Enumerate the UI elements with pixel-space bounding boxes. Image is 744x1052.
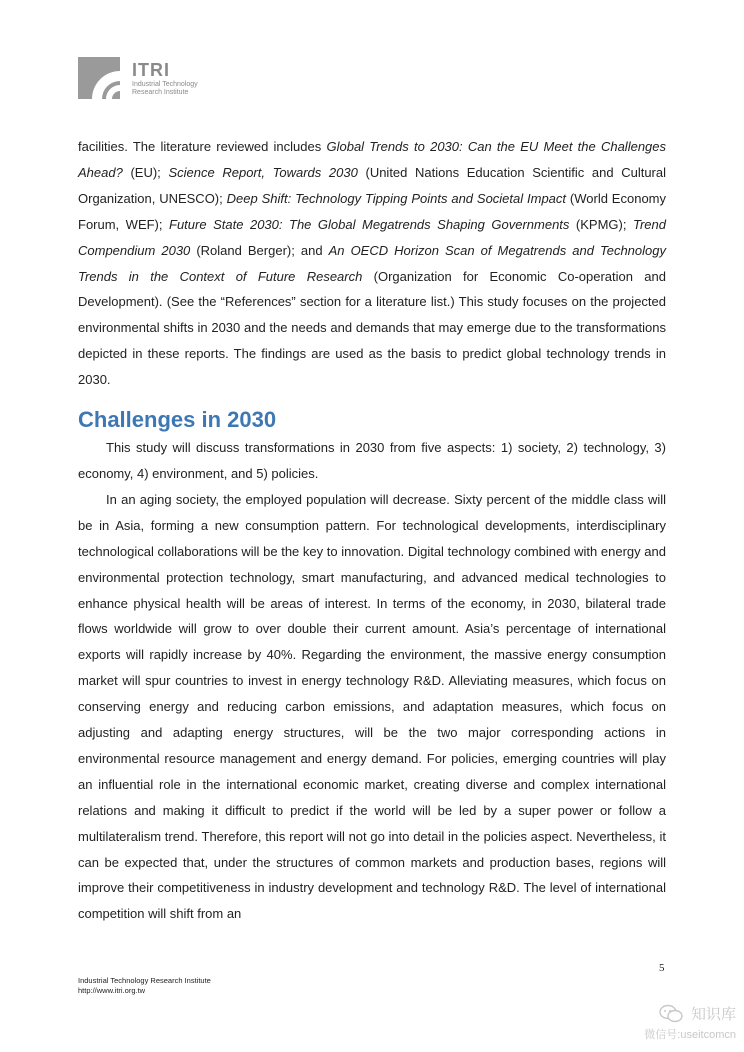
watermark-brand: 知识库 [690, 1006, 736, 1023]
paragraph-text-segment: (Roland Berger); and [190, 242, 329, 258]
paragraph-five-aspects: This study will discuss transformations in 2030 from five aspects: 1) society, 2) technology, 3) economy, 4) environment, and 5) policies. [78, 440, 666, 481]
cited-title: Deep Shift: Technology Tipping Points and Societal Impact [226, 190, 567, 206]
paragraph-text-segment: (KPMG); [569, 216, 633, 232]
wechat-icon [659, 1004, 683, 1024]
logo-title: ITRI [132, 60, 170, 80]
cited-title: Global Trends to 2030: Can the EU Meet the Challenges Ahead? [78, 139, 667, 180]
document-body [78, 134, 666, 927]
footer-org: Industrial Technology Research Institute [78, 976, 211, 985]
watermark [644, 1003, 736, 1042]
paragraph-literature-review [78, 134, 666, 393]
cited-title: An OECD Horizon Scan of Megatrends and Technology Trends in the Context of Future Research [78, 242, 666, 284]
watermark-account: 微信号:useitcomcn [644, 1029, 736, 1041]
logo-subtitle-line1: Industrial Technology [132, 81, 198, 88]
cited-title: Future State 2030: The Global Megatrends Shaping Governments [169, 216, 570, 232]
itri-logo-text [132, 61, 198, 97]
cited-title: Trend Compendium 2030 [78, 216, 666, 258]
page-number: 5 [659, 962, 665, 974]
paragraph-text-segment: (United Nations Education Scientific and Cultural Organization, UNESCO); [78, 164, 667, 206]
itri-logo-mark-icon [78, 57, 120, 99]
paragraph-aging-society: In an aging society, the employed population will decrease. Sixty percent of the middle class will be in Asia, forming a new consumption pattern. For technological developments, interdisciplinary technological collaborations will be the key to innovation. Digital technology combined with energy and environmental protection technology, smart manufacturing, and advanced medical technologies to enhance physical health will be areas of interest. In terms of the economy, in 2030, bilateral trade flows worldwide will grow to over double their current amount. Asia’s percentage of international exports will rapidly increase by 40%. Regarding the environment, the massive energy consumption market will spur countries to invest in energy technology R&D. Alleviating measures, which focus on conserving energy and reducing carbon emissions, and adaptation measures, which focus on adjusting and adapting energy structures, will be the two major corresponding actions in environmental resource management and energy demand. For policies, emerging countries will play an influential role in the international economic market, creating diverse and complex international relations and making it difficult to predict if the world will be led by a super power or follow a multilateralism trend. Therefore, this report will not go into detail in the policies aspect. Nevertheless, it can be expected that, under the structures of common markets and production bases, regions will improve their competitiveness in industry development and technology R&D. The level of international competition will shift from an [78, 491, 666, 922]
paragraph-text-segment: (World Economy Forum, WEF); [78, 190, 666, 232]
footer-url: http://www.itri.org.tw [78, 986, 146, 995]
cited-title: Science Report, Towards 2030 [168, 164, 358, 180]
paragraph-text-segment: (Organization for Economic Co-operation and Development). (See the “References” section for a literature list.) This study focuses on the projected environmental shifts in 2030 and the needs and demands that may emerge due to the transformations depicted in these reports. The findings are used as the basis to predict global technology trends in 2030. [78, 268, 666, 388]
itri-logo [78, 57, 198, 99]
paragraph-text-segment: facilities. The literature reviewed includes [78, 139, 327, 154]
paragraph-text-segment: (EU); [122, 164, 169, 180]
page-footer [78, 976, 211, 996]
section-heading: Challenges in 2030 [78, 407, 277, 433]
logo-subtitle-line2: Research Institute [132, 89, 189, 96]
